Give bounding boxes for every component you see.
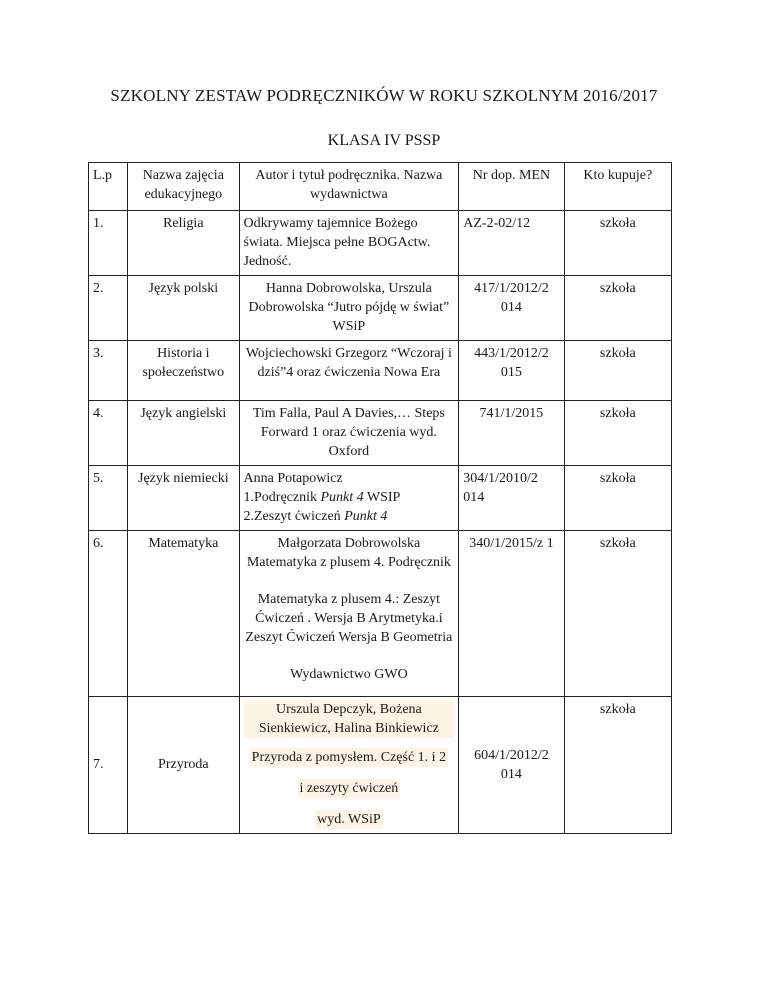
cell-buyer: szkoła	[564, 211, 671, 276]
cell-lp: 7.	[89, 697, 128, 834]
cell-nr: 304/1/2010/2 014	[459, 466, 564, 531]
cell-subject: Historia i społeczeństwo	[128, 341, 239, 401]
cell-lp: 1.	[89, 211, 128, 276]
header-author: Autor i tytuł podręcznika. Nazwa wydawnictwa	[239, 163, 459, 211]
cell-nr: 741/1/2015	[459, 401, 564, 466]
cell-buyer: szkoła	[564, 697, 671, 834]
cell-author: Odkrywamy tajemnice Bożego świata. Miejsca pełne BOGActw. Jedność.	[239, 211, 459, 276]
book-title-italic: Punkt 4	[344, 509, 388, 524]
author-paragraph: Przyroda z pomysłem. Część 1. i 2	[251, 750, 447, 765]
cell-nr: 417/1/2012/2 014	[459, 276, 564, 341]
cell-lp: 6.	[89, 531, 128, 697]
cell-nr: 604/1/2012/2 014	[459, 697, 564, 834]
author-text: WSIP	[363, 490, 401, 505]
author-paragraph: Urszula Depczyk, Bożena Sienkiewicz, Halina Binkiewicz	[244, 700, 455, 738]
cell-author: Tim Falla, Paul A Davies,… Steps Forward 1 oraz ćwiczenia wyd. Oxford	[239, 401, 459, 466]
header-subject: Nazwa zajęcia edukacyjnego	[128, 163, 239, 211]
table-row	[89, 341, 672, 401]
cell-buyer: szkoła	[564, 531, 671, 697]
cell-subject: Język angielski	[128, 401, 239, 466]
cell-lp: 4.	[89, 401, 128, 466]
cell-buyer: szkoła	[564, 466, 671, 531]
cell-lp: 3.	[89, 341, 128, 401]
author-text: 2.Zeszyt ćwiczeń	[243, 509, 345, 524]
cell-author	[239, 466, 459, 531]
author-line	[244, 507, 455, 526]
book-title-italic: Punkt 4	[320, 490, 364, 505]
document-subtitle: KLASA IV PSSP	[327, 132, 441, 149]
header-buyer: Kto kupuje?	[564, 163, 671, 211]
header-nr: Nr dop. MEN	[459, 163, 564, 211]
author-paragraph: Małgorzata Dobrowolska Matematyka z plusem 4. Podręcznik	[246, 536, 451, 570]
table-row	[89, 531, 672, 697]
cell-subject: Matematyka	[128, 531, 239, 697]
table-row	[89, 697, 672, 834]
cell-subject: Język niemiecki	[128, 466, 239, 531]
document-title: SZKOLNY ZESTAW PODRĘCZNIKÓW W ROKU SZKOLNYM 2016/2017	[110, 86, 658, 105]
cell-subject: Język polski	[128, 276, 239, 341]
author-text: 1.Podręcznik	[243, 490, 321, 505]
author-paragraph: Wydawnictwo GWO	[290, 667, 408, 682]
header-lp: L.p	[89, 163, 128, 211]
author-line	[244, 488, 455, 507]
cell-nr: 443/1/2012/2 015	[459, 341, 564, 401]
textbook-table	[88, 162, 672, 834]
cell-buyer: szkoła	[564, 276, 671, 341]
cell-author	[239, 531, 459, 697]
author-paragraph: i zeszyty ćwiczeń	[299, 781, 399, 796]
cell-lp: 5.	[89, 466, 128, 531]
cell-subject: Przyroda	[128, 697, 239, 834]
cell-subject: Religia	[128, 211, 239, 276]
table-header-row	[89, 163, 672, 211]
table-row	[89, 466, 672, 531]
cell-nr: 340/1/2015/z 1	[459, 531, 564, 697]
author-paragraph: wyd. WSiP	[317, 812, 381, 827]
table-row	[89, 276, 672, 341]
table-row	[89, 401, 672, 466]
cell-author: Wojciechowski Grzegorz “Wczoraj i dziś”4 oraz ćwiczenia Nowa Era	[239, 341, 459, 401]
cell-buyer: szkoła	[564, 341, 671, 401]
author-paragraph: Matematyka z plusem 4.: Zeszyt Ćwiczeń . Wersja B Arytmetyka.i Zeszyt Ćwiczeń Wersja B Geometria	[245, 592, 453, 645]
cell-nr: AZ-2-02/12	[459, 211, 564, 276]
cell-author	[239, 697, 459, 834]
cell-buyer: szkoła	[564, 401, 671, 466]
table-row	[89, 211, 672, 276]
author-line: Anna Potapowicz	[243, 471, 343, 486]
cell-lp: 2.	[89, 276, 128, 341]
cell-author: Hanna Dobrowolska, Urszula Dobrowolska “Jutro pójdę w świat” WSiP	[239, 276, 459, 341]
